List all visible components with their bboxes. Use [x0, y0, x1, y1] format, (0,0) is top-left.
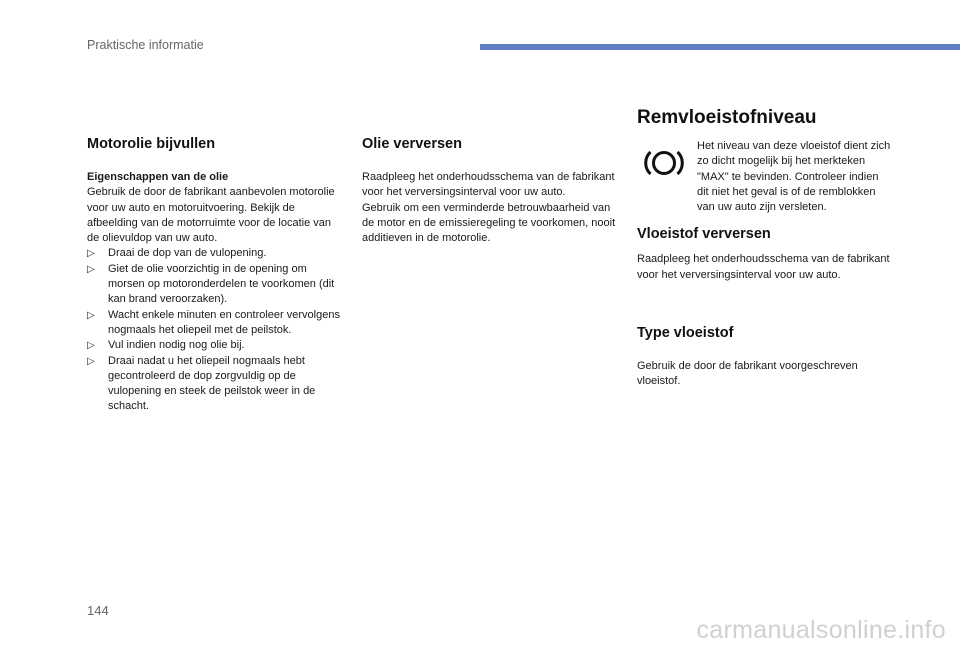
heading-vloeistof-verversen: Vloeistof verversen — [637, 226, 771, 243]
heading-remvloeistofniveau: Remvloeistofniveau — [637, 107, 817, 128]
list-item-text: Vul indien nodig nog olie bij. — [108, 339, 245, 352]
list-item — [87, 262, 342, 308]
list-item — [87, 246, 342, 261]
list-item-text: Wacht enkele minuten en controleer vervolgens nogmaals het oliepeil met de peilstok. — [108, 308, 340, 336]
intro-text: Gebruik de door de fabrikant aanbevolen motorolie voor uw auto en motoruitvoering. Bekijk de afbeelding van de motorruimte voor de locatie van de olievuldop van uw auto. — [87, 186, 335, 245]
bullet-arrow-icon: ▷ — [87, 340, 95, 352]
watermark: carmanualsonline.info — [696, 616, 946, 644]
oil-change-paragraph-1: Raadpleeg het onderhoudsschema van de fabrikant voor het verversingsinterval voor uw auto. — [362, 171, 615, 199]
column-motorolie — [87, 136, 342, 415]
bullet-arrow-icon: ▷ — [87, 355, 95, 367]
bullet-arrow-icon: ▷ — [87, 248, 95, 260]
fluid-change-text: Raadpleeg het onderhoudsschema van de fabrikant voor het verversingsinterval voor uw auto. — [637, 253, 890, 281]
column-olie-verversen — [362, 136, 617, 246]
list-item-text: Draai nadat u het oliepeil nogmaals hebt gecontroleerd de dop zorgvuldig op de vulopening en steek de peilstok weer in de schacht. — [108, 354, 316, 413]
instruction-list — [87, 246, 342, 414]
list-item — [87, 308, 342, 339]
brake-warning-icon — [643, 147, 685, 179]
heading-type-vloeistof: Type vloeistof — [637, 325, 734, 342]
list-item-text: Giet de olie voorzichtig in de opening om morsen op motoronderdelen te voorkomen (dit kan brand veroorzaken). — [108, 262, 335, 306]
brake-warning-block — [637, 141, 892, 215]
subheading-oil-properties: Eigenschappen van de olie — [87, 171, 229, 183]
list-item — [87, 354, 342, 415]
heading-motorolie-bijvullen: Motorolie bijvullen — [87, 136, 216, 152]
heading-olie-verversen: Olie verversen — [362, 136, 462, 152]
fluid-type-text: Gebruik de door de fabrikant voorgeschreven vloeistof. — [637, 360, 858, 388]
column-remvloeistof — [637, 107, 892, 390]
bullet-arrow-icon: ▷ — [87, 309, 95, 321]
section-title: Praktische informatie — [87, 38, 204, 52]
header-accent-bar — [480, 44, 960, 50]
page-number: 144 — [87, 603, 109, 618]
bullet-arrow-icon: ▷ — [87, 263, 95, 275]
list-item — [87, 338, 342, 353]
oil-change-paragraph-2: Gebruik om een verminderde betrouwbaarheid van de motor en de emissieregeling te voorkomen, nooit additieven in de motorolie. — [362, 201, 616, 245]
brake-level-text: Het niveau van deze vloeistof dient zich zo dicht mogelijk bij het merkteken "MAX" te bevinden. Controleer indien dit niet het geval is of de remblokken van uw auto zijn versleten. — [697, 140, 891, 214]
list-item-text: Draai de dop van de vulopening. — [108, 247, 267, 260]
